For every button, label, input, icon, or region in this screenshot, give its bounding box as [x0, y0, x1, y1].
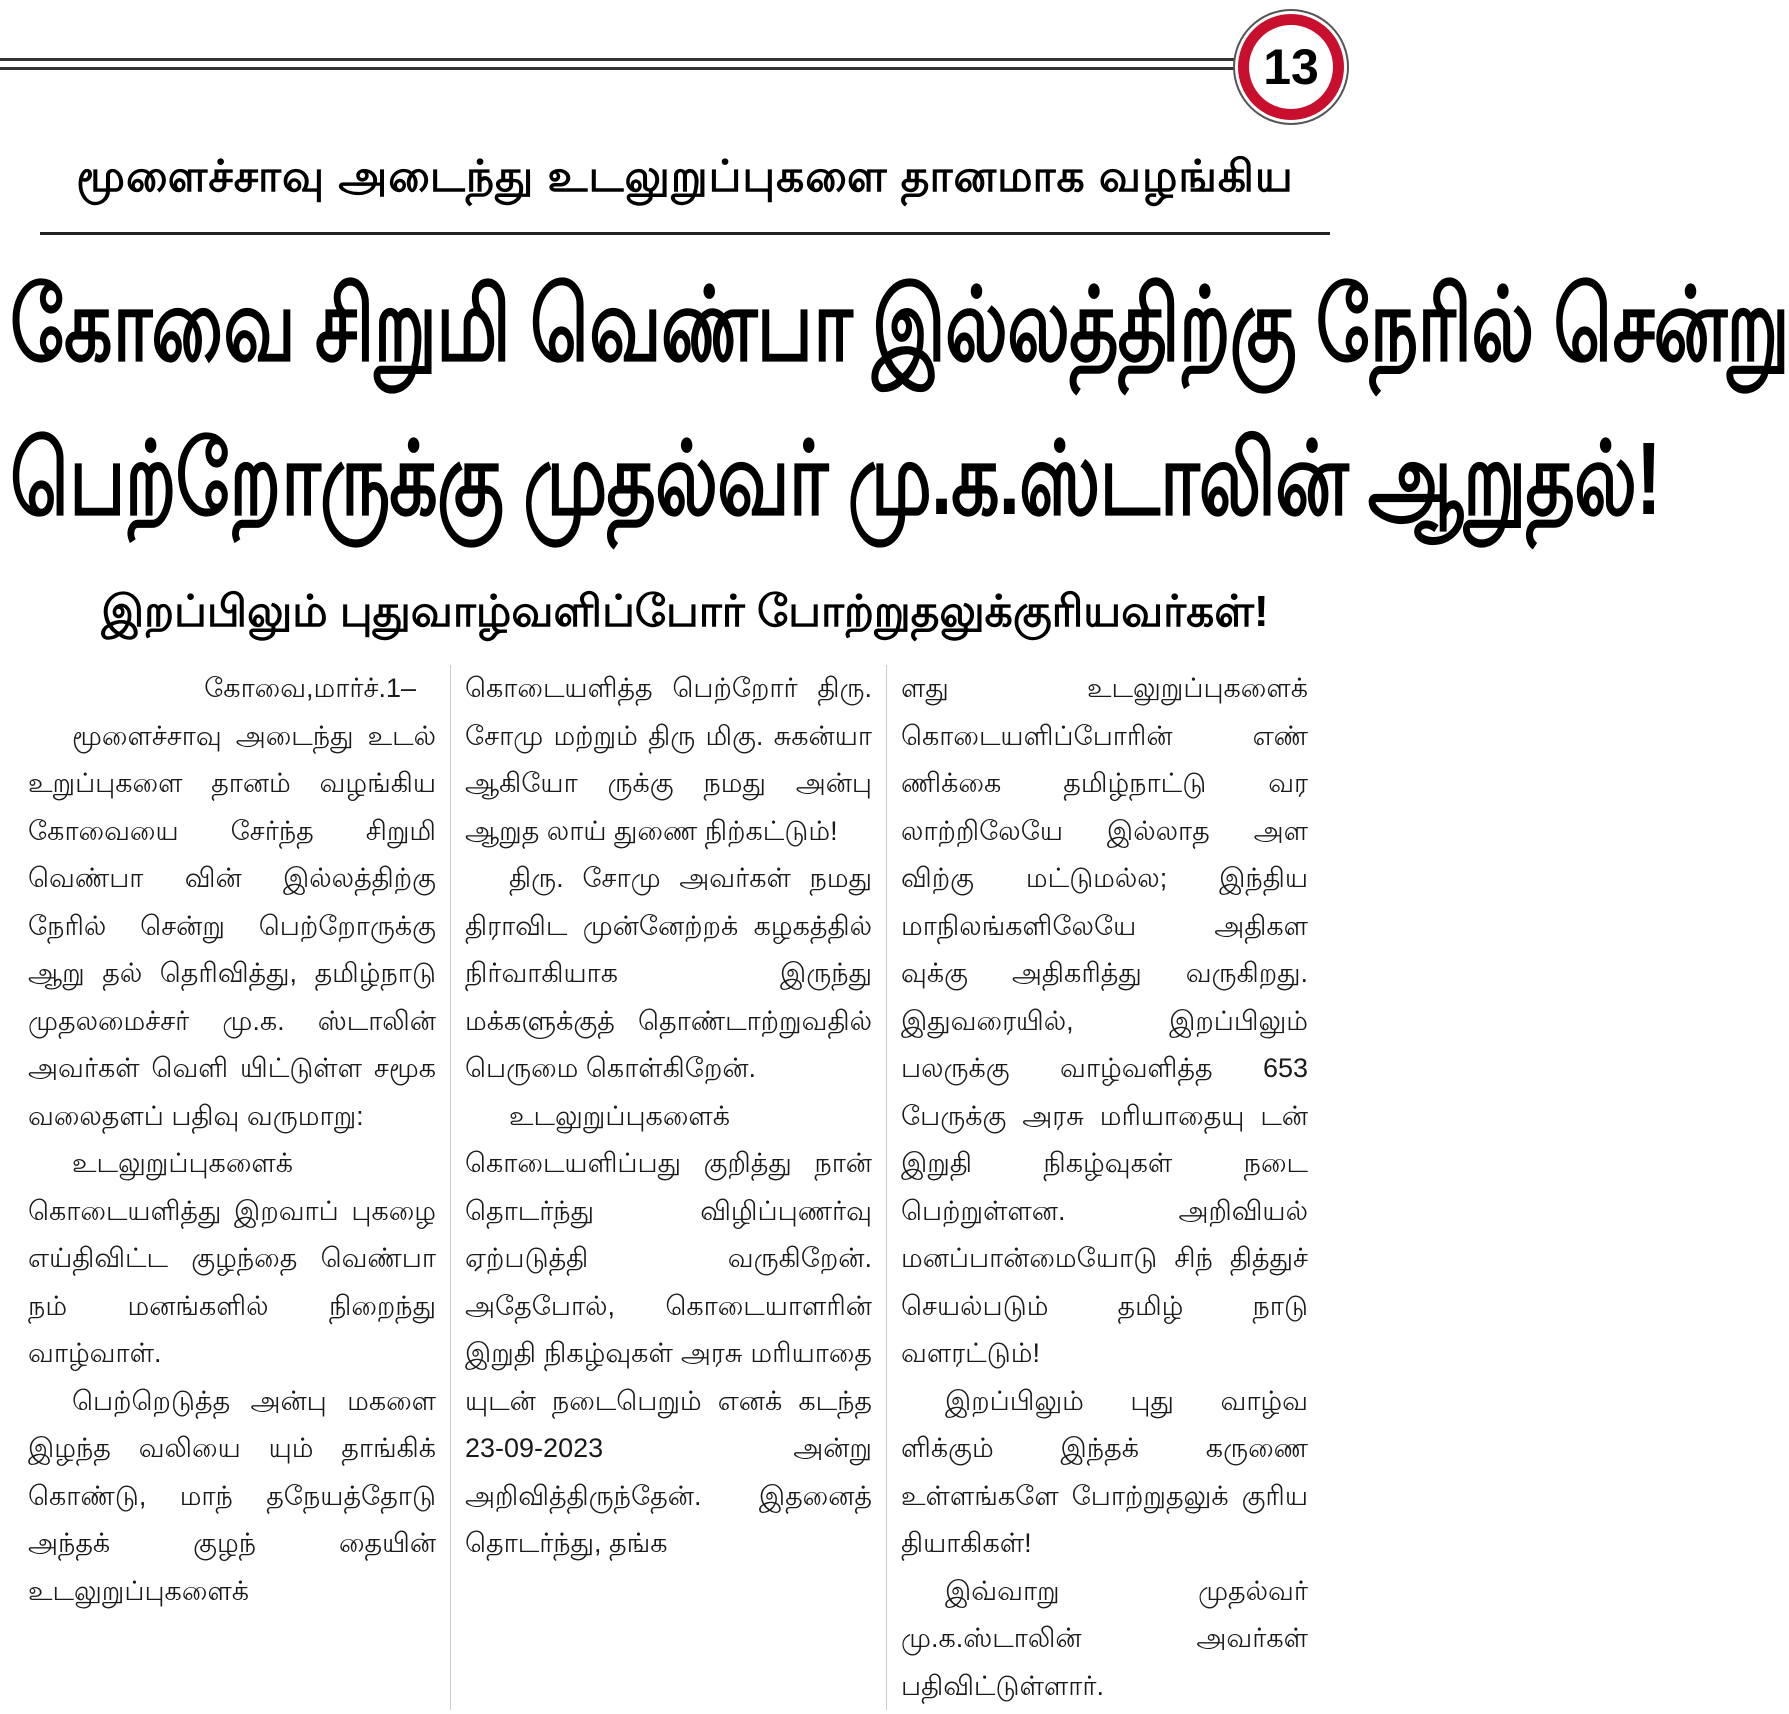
top-rule [0, 58, 1235, 70]
paragraph: மூளைச்சாவு அடைந்து உடல் உறுப்புகளை தானம் வழங்கிய கோவையை சேர்ந்த சிறுமி வெண்பா வின் இல்லத்திற்கு நேரில் சென்று பெற்றோருக்கு ஆறு தல் தெரிவித்து, தமிழ்நாடு முதலமைச்சர் மு.க. ஸ்டாலின் அவர்கள் வெளி யிட்டுள்ள சமூக வலைதளப் பதிவு வருமாறு: [28, 720, 436, 1131]
article-column-3 [886, 665, 1322, 1710]
kicker-headline: மூளைச்சாவு அடைந்து உடலுறுப்புகளை தானமாக வழங்கிய [76, 152, 1294, 201]
kicker-divider [40, 232, 1330, 235]
paragraph: ளது உடலுறுப்புகளைக் கொடையளிப்போரின் எண் ணிக்கை தமிழ்நாட்டு வர லாற்றிலேயே இல்லாத அள விற்கு மட்டுமல்ல; இந்திய மாநிலங்களிலேயே அதிகள வுக்கு அதிகரித்து வருகிறது. இதுவரையில், இறப்பிலும் பலருக்கு வாழ்வளித்த 653 பேருக்கு அரசு மரியாதையு டன் இறுதி நிகழ்வுகள் நடை பெற்றுள்ளன. அறிவியல் மனப்பான்மையோடு சிந் தித்துச் செயல்படும் தமிழ் நாடு வளரட்டும்! [901, 673, 1308, 1368]
paragraph: கொடையளித்த பெற்றோர் திரு. சோமு மற்றும் திரு மிகு. சுகன்யா ஆகியோ ருக்கு நமது அன்பு ஆறுத லாய் துணை நிற்கட்டும்! [465, 673, 872, 846]
paragraph: இவ்வாறு முதல்வர் மு.க.ஸ்டாலின் அவர்கள் பதிவிட்டுள்ளார். [901, 1575, 1308, 1701]
main-headline-line1: கோவை சிறுமி வெண்பா இல்லத்திற்கு நேரில் சென்று [10, 267, 1789, 383]
dateline: கோவை,மார்ச்.1– [204, 673, 416, 703]
article-column-2 [450, 665, 886, 1710]
paragraph: இறப்பிலும் புது வாழ்வ ளிக்கும் இந்தக் கருணை உள்ளங்களே போற்றுதலுக் குரிய தியாகிகள்! [901, 1385, 1308, 1558]
paragraph: பெற்றெடுத்த அன்பு மகளை இழந்த வலியை யும் தாங்கிக் கொண்டு, மாந் தநேயத்தோடு அந்தக் குழந் தையின் உடலுறுப்புகளைக் [28, 1385, 436, 1606]
paragraph: திரு. சோமு அவர்கள் நமது திராவிட முன்னேற்றக் கழகத்தில் நிர்வாகியாக இருந்து மக்களுக்குத் தொண்டாற்றுவதில் பெருமை கொள்கிறேன். [465, 863, 872, 1083]
paragraph: உடலுறுப்புகளைக் கொடையளிப்பது குறித்து நான் தொடர்ந்து விழிப்புணர்வு ஏற்படுத்தி வருகிறேன். அதேபோல், கொடையாளரின் இறுதி நிகழ்வுகள் அரசு மரியாதை யுடன் நடைபெறும் எனக் கடந்த 23-09-2023 அன்று அறிவித்திருந்தேன். இதனைத் தொடர்ந்து, தங்க [465, 1100, 872, 1558]
subheadline: இறப்பிலும் புதுவாழ்வளிப்போர் போற்றுதலுக்குரியவர்கள்! [101, 587, 1269, 636]
article-columns [14, 665, 1364, 1710]
main-headline-line2: பெற்றோருக்கு முதல்வர் மு.க.ஸ்டாலின் ஆறுதல்! [10, 421, 1661, 537]
page-number-badge: 13 [1238, 14, 1344, 120]
article-column-1 [14, 665, 450, 1710]
paragraph: உடலுறுப்புகளைக் கொடையளித்து இறவாப் புகழை எய்திவிட்ட குழந்தை வெண்பா நம் மனங்களில் நிறைந்து வாழ்வாள். [28, 1148, 436, 1368]
